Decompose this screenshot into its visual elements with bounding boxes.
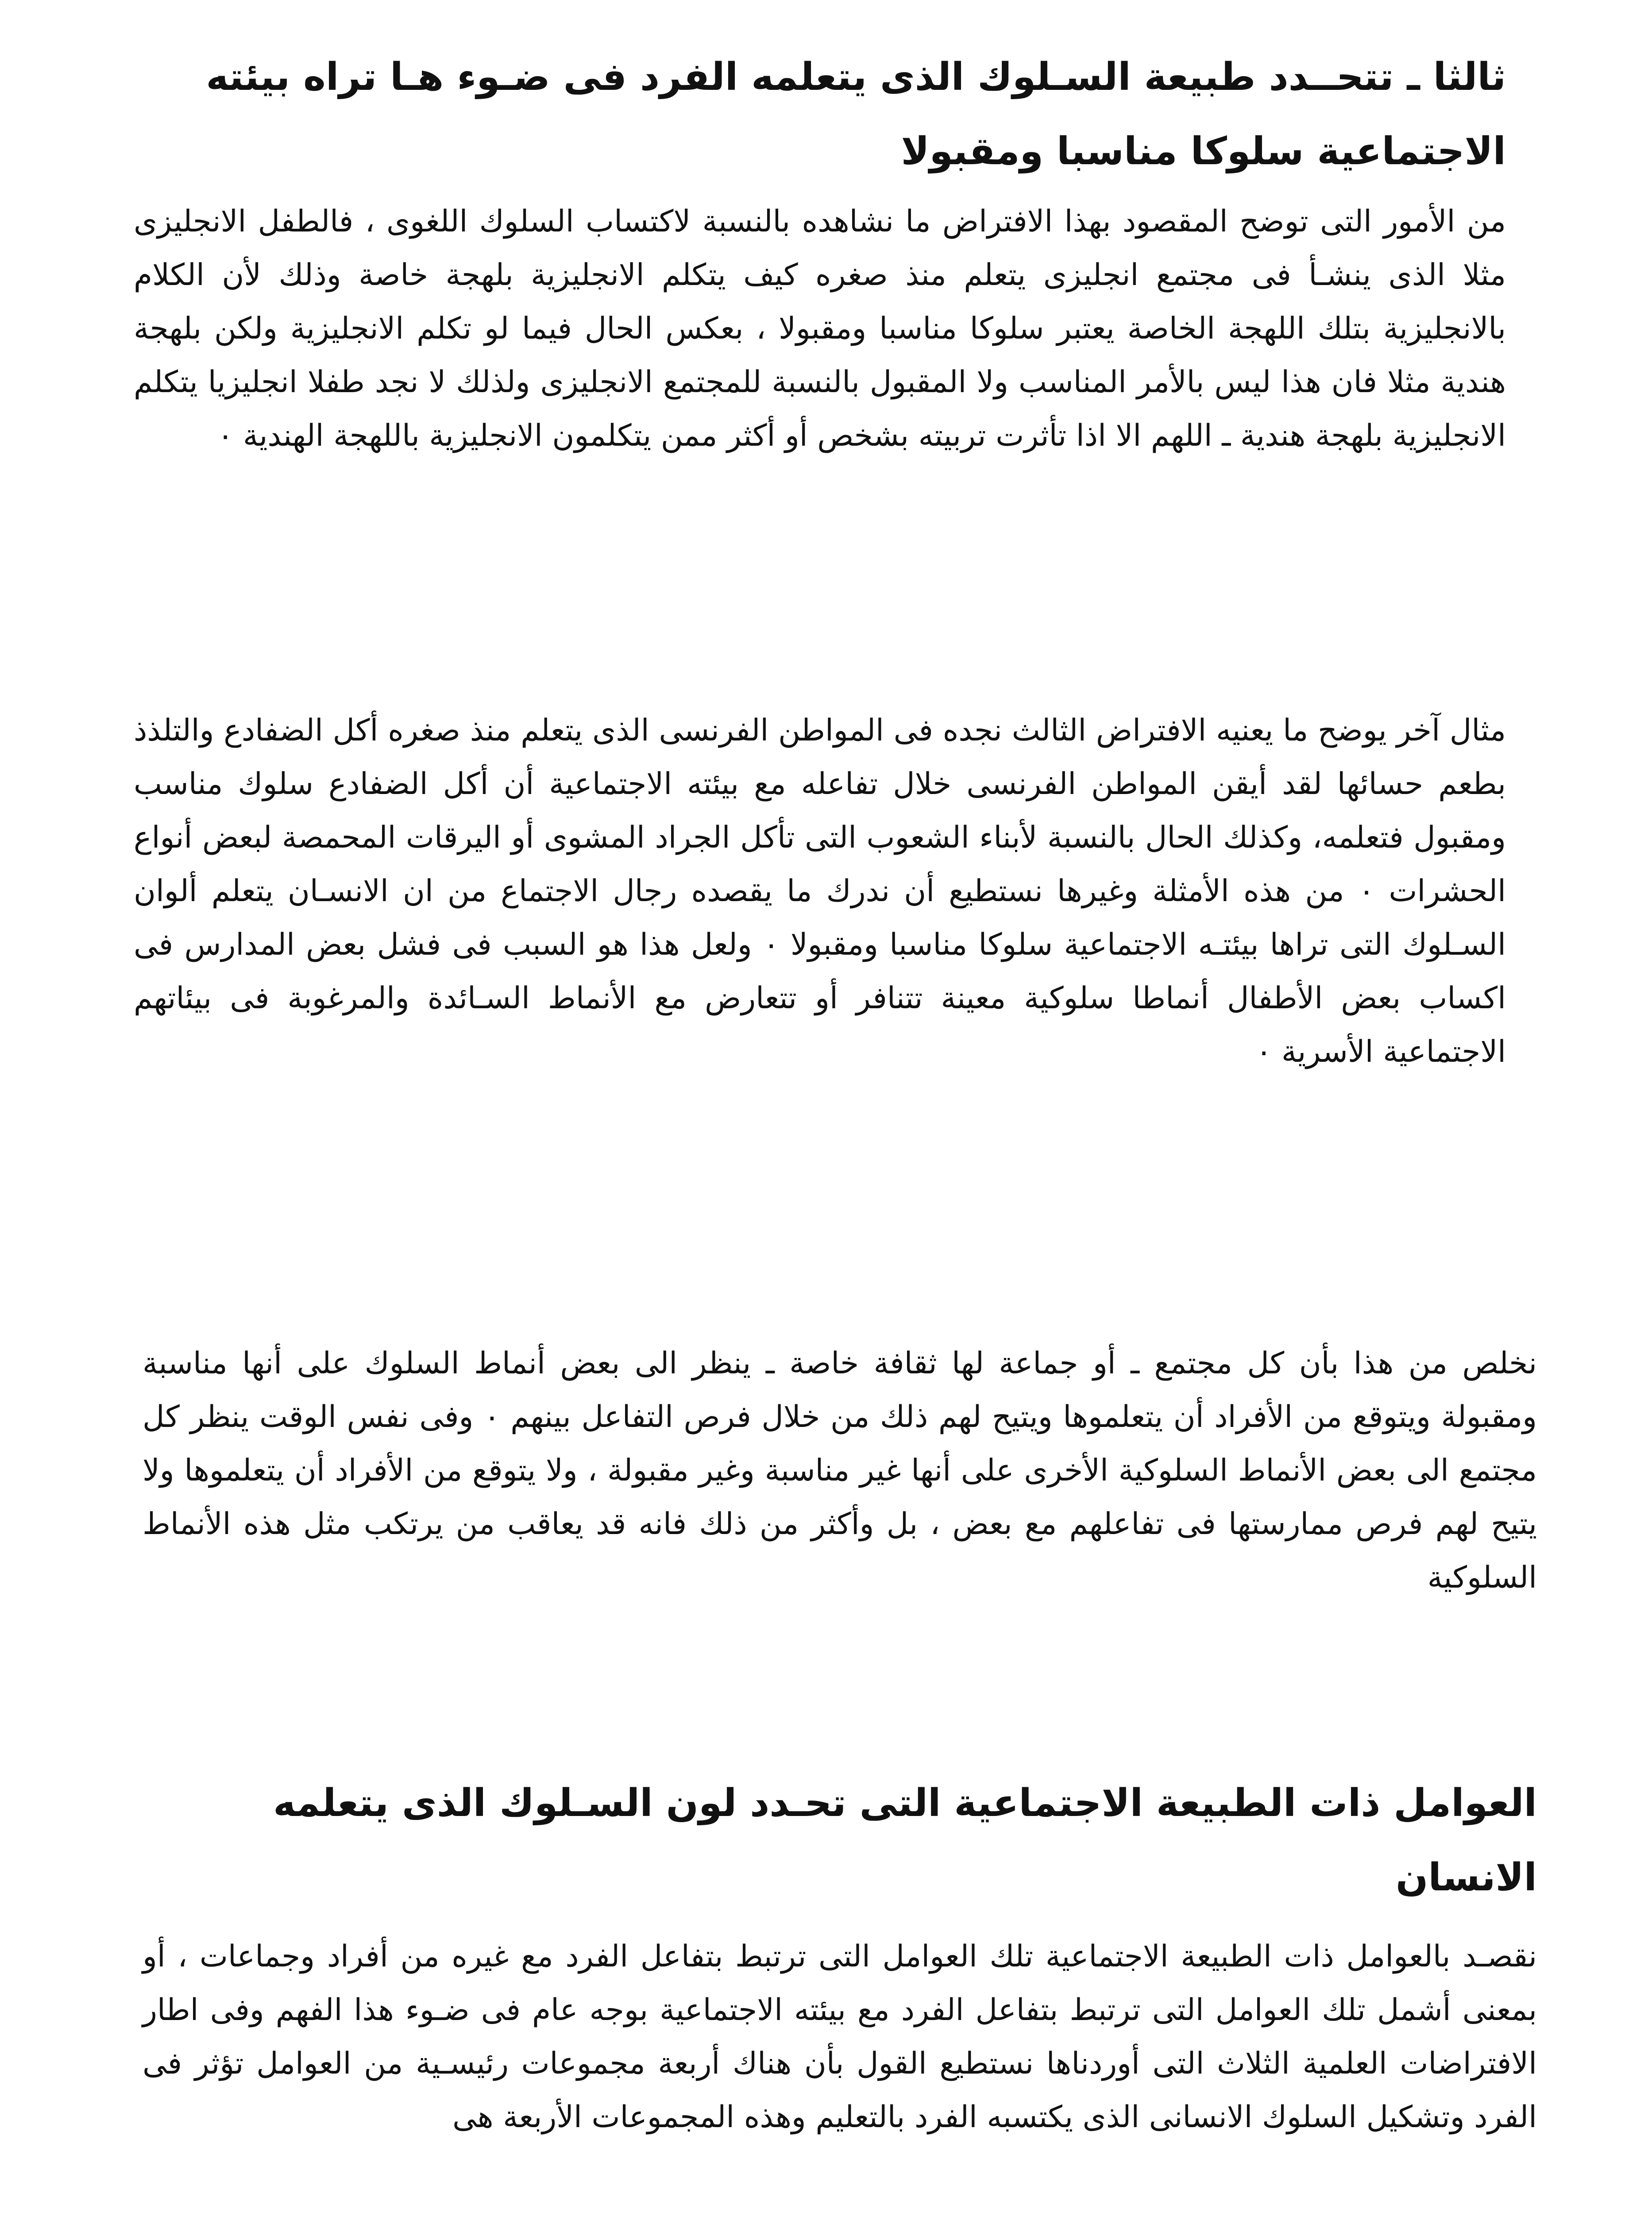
paragraph-conclusion: نخلص من هذا بأن كل مجتمع ـ أو جماعة لها ثقافة خاصة ـ ينظر الى بعض أنماط السلوك على أنها مناسبة ومقبولة ويتوقع من الأفراد أن يتعلموها ويتيح لهم ذلك من خلال فرص التفاعل بينهم ٠ وفى نفس الوقت ينظر كل مجتمع الى بعض الأنماط السلوكية الأخرى على أنها غير مناسبة وغير مقبولة ، ولا يتوقع من الأفراد أن يتعلموها ولا يتيح لهم فرص ممارستها فى تفاعلهم مع بعض ، بل وأكثر من ذلك فانه قد يعاقب من يرتكب مثل هذه الأنماط السلوكية	[143, 1346, 1537, 1595]
paragraph-social-factors-definition: نقصـد بالعوامل ذات الطبيعة الاجتماعية تلك العوامل التى ترتبط بتفاعل الفرد مع غيره من أفراد وجماعات ، أو بمعنى أشمل تلك العوامل التى ترتبط بتفاعل الفرد مع بيئته الاجتماعية بوجه عام فى ضـوء هذا الفهم وفى اطار الافتراضات العلمية الثلاث التى أوردناها نستطيع القول بأن هناك أربعة مجموعات رئيسـية من العوامل تؤثر فى الفرد وتشكيل السلوك الانسانى الذى يكتسبه الفرد بالتعليم وهذه المجموعات الأربعة هى	[143, 1939, 1537, 2135]
paragraph-french-citizen-example: مثال آخر يوضح ما يعنيه الافتراض الثالث نجده فى المواطن الفرنسى الذى يتعلم منذ صغره أكل الضفادع والتلذذ بطعم حسائها لقد أيقن المواطن الفرنسى خلال تفاعله مع بيئته الاجتماعية أن أكل الضفادع سلوك مناسب ومقبول فتعلمه، وكذلك الحال بالنسبة لأبناء الشعوب التى تأكل الجراد المشوى أو اليرقات المحمصة لبعض أنواع الحشرات ٠ من هذه الأمثلة وغيرها نستطيع أن ندرك ما يقصده رجال الاجتماع من ان الانسـان يتعلم ألوان السـلوك التى تراها بيئتـه الاجتماعية سلوكا مناسبا ومقبولا ٠ ولعل هذا هو السبب فى فشل بعض المدارس فى اكساب بعض الأطفال أنماطا سلوكية معينة تتنافر أو تتعارض مع الأنماط السـائدة والمرغوبة فى بيئاتهم الاجتماعية الأسرية ٠	[134, 713, 1506, 1069]
paragraph-language-example: من الأمور التى توضح المقصود بهذا الافتراض ما نشاهده بالنسبة لاكتساب السلوك اللغوى ، فالطفل الانجليزى مثلا الذى ينشـأ فى مجتمع انجليزى يتعلم منذ صغره كيف يتكلم الانجليزية بلهجة خاصة وذلك لأن الكلام بالانجليزية بتلك اللهجة الخاصة يعتبر سلوكا مناسبا ومقبولا ، بعكس الحال فيما لو تكلم الانجليزية ولكن بلهجة هندية مثلا فان هذا ليس بالأمر المناسب ولا المقبول بالنسبة للمجتمع الانجليزى ولذلك لا نجد طفلا انجليزيا يتكلم الانجليزية بلهجة هندية ـ اللهم الا اذا تأثرت تربيته بشخص أو أكثر ممن يتكلمون الانجليزية باللهجة الهندية ٠	[134, 204, 1506, 453]
section-heading-social-factors: العوامل ذات الطبيعة الاجتماعية التى تحـدد لون السـلوك الذى يتعلمه الانسان	[273, 1781, 1537, 1900]
section-heading-third-assumption: ثالثا ـ تتحــدد طبيعة السـلوك الذى يتعلمه الفرد فى ضـوء هـا تراه بيئته الاجتماعية سلوكا مناسبا ومقبولا	[206, 55, 1506, 173]
